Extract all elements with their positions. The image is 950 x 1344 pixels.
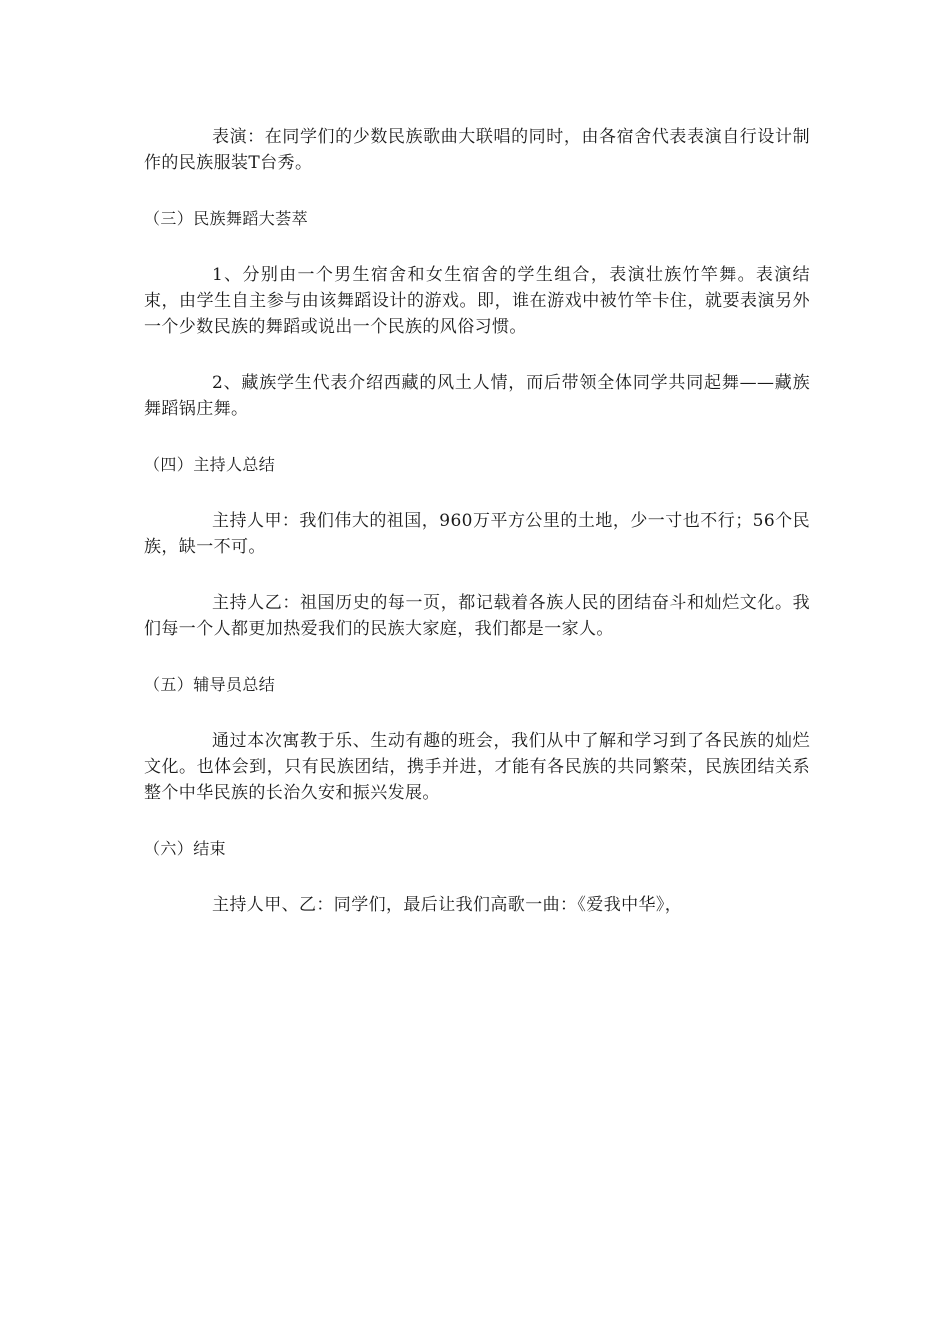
paragraph-counselor: 通过本次寓教于乐、生动有趣的班会，我们从中了解和学习到了各民族的灿烂文化。也体会到，只有民族团结，携手并进，才能有各民族的共同繁荣，民族团结关系整个中华民族的长治久安和振兴发展。 xyxy=(144,731,810,803)
paragraph-dance-2: 2、藏族学生代表介绍西藏的风土人情，而后带领全体同学共同起舞——藏族舞蹈锅庄舞。 xyxy=(144,373,810,419)
heading-section-five: （五）辅导员总结 xyxy=(144,675,276,694)
paragraph-host-b: 主持人乙：祖国历史的每一页，都记载着各族人民的团结奋斗和灿烂文化。我们每一个人都更加热爱我们的民族大家庭，我们都是一家人。 xyxy=(144,593,810,639)
paragraph-dance-1: 1、分别由一个男生宿舍和女生宿舍的学生组合，表演壮族竹竿舞。表演结束，由学生自主参与由该舞蹈设计的游戏。即，谁在游戏中被竹竿卡住，就要表演另外一个少数民族的舞蹈或说出一个民族的风俗习惯。 xyxy=(144,265,810,337)
paragraph-host-a: 主持人甲：我们伟大的祖国，960万平方公里的土地，少一寸也不行；56个民族，缺一不可。 xyxy=(144,511,810,557)
document-page xyxy=(144,124,810,918)
heading-section-four: （四）主持人总结 xyxy=(144,455,276,474)
heading-section-six: （六）结束 xyxy=(144,839,227,858)
paragraph-end: 主持人甲、乙：同学们，最后让我们高歌一曲：《爱我中华》， xyxy=(212,895,683,915)
paragraph-performance: 表演：在同学们的少数民族歌曲大联唱的同时，由各宿舍代表表演自行设计制作的民族服装T台秀。 xyxy=(144,127,810,173)
heading-section-three: （三）民族舞蹈大荟萃 xyxy=(144,209,309,228)
